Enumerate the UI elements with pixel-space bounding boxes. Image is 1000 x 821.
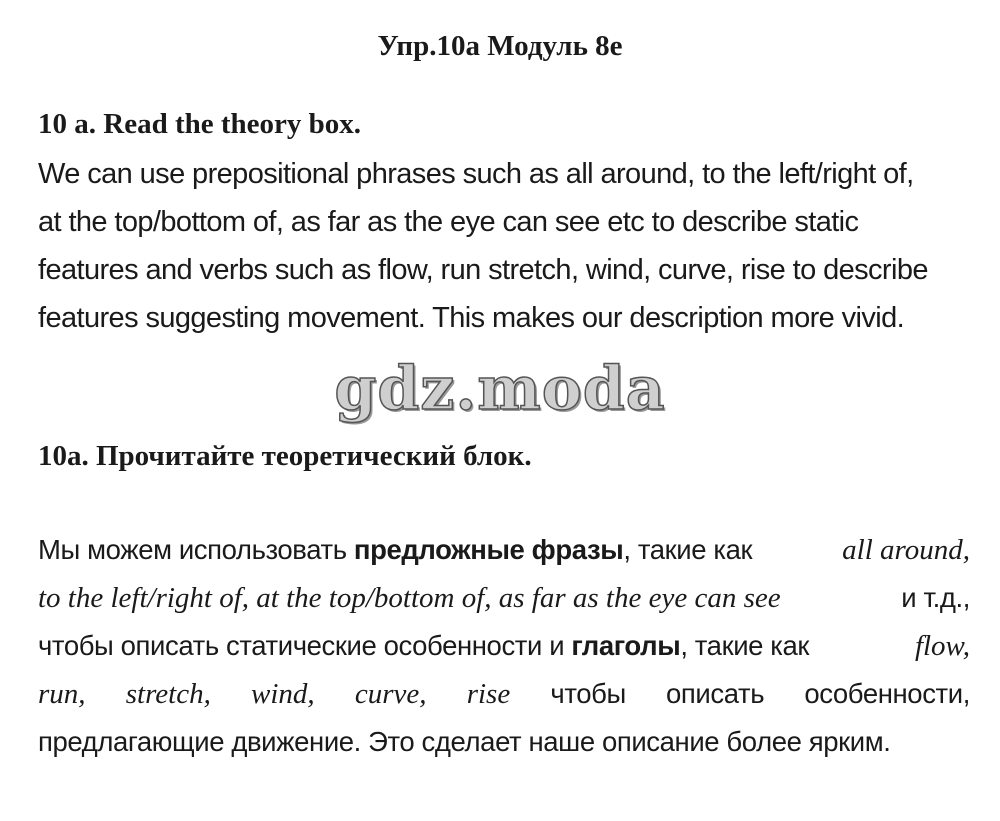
watermark-logo (0, 354, 1000, 424)
ru-word: чтобы (550, 678, 626, 709)
russian-theory-paragraph (38, 526, 970, 766)
ru-text-segment: чтобы описать статические особенности и глаголы, такие как (38, 630, 817, 661)
english-line-4: features suggesting movement. This makes our description more vivid. (38, 302, 905, 334)
ru-italic-word: rise (466, 678, 511, 710)
ru-word: особенности, (804, 678, 970, 709)
ru-text-segment: предлагающие движение. Это сделает наше описание более ярким. (38, 726, 891, 757)
english-theory-paragraph (38, 150, 978, 342)
russian-task-heading: 10а. Прочитайте теоретический блок. (38, 440, 532, 472)
english-line-2: at the top/bottom of, as far as the eye can see etc to describe static (38, 206, 859, 238)
ru-italic-word: wind, (251, 678, 315, 710)
page-title: Упр.10а Модуль 8е (377, 30, 623, 62)
ru-italic-word: curve, (354, 678, 427, 710)
russian-line-2 (38, 574, 970, 622)
ru-italic-word: run, (38, 678, 86, 710)
ru-italic-example: flow, (914, 630, 970, 662)
ru-text-segment: и т.д., (894, 582, 970, 613)
ru-bold-term: глаголы (571, 630, 681, 661)
russian-line-5 (38, 718, 970, 766)
watermark-text: gdz.moda (334, 354, 666, 424)
ru-text-segment: Мы можем использовать предложные фразы, такие как (38, 534, 760, 565)
ru-bold-term: предложные фразы (353, 534, 624, 565)
ru-word: описать (666, 678, 765, 709)
russian-line-3 (38, 622, 970, 670)
english-line-1: We can use prepositional phrases such as all around, to the left/right of, (38, 158, 914, 190)
ru-italic-word: stretch, (125, 678, 211, 710)
english-task-heading: 10 a. Read the theory box. (38, 108, 362, 140)
english-line-3: features and verbs such as flow, run stretch, wind, curve, rise to describe (38, 254, 928, 286)
ru-italic-example: all around, (842, 534, 970, 566)
russian-line-1 (38, 526, 970, 574)
russian-line-4 (38, 670, 970, 718)
ru-italic-example: to the left/right of, at the top/bottom of, as far as the eye can see (38, 582, 781, 614)
